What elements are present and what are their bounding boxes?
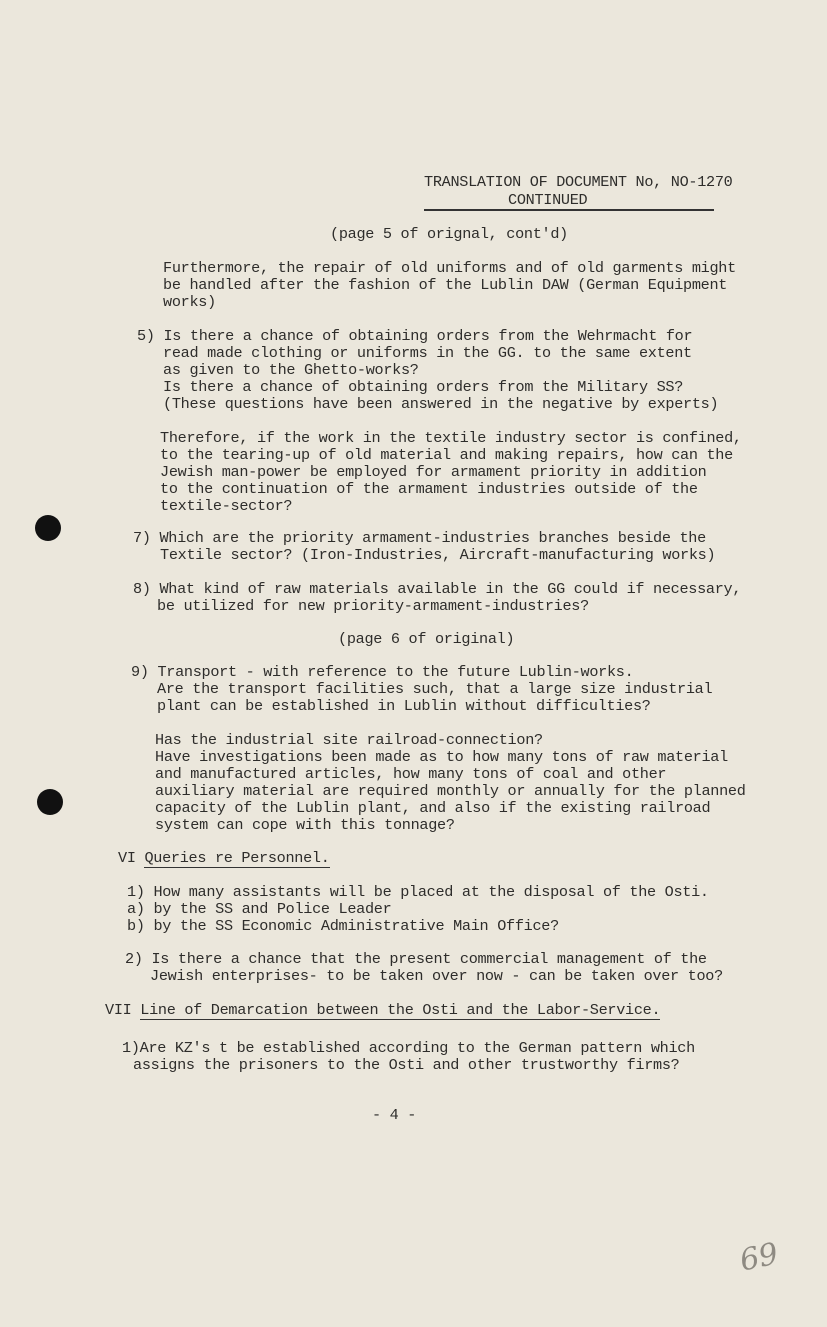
question-5-line: as given to the Ghetto-works? xyxy=(163,361,419,379)
pencil-folio-mark: 69 xyxy=(736,1236,782,1279)
page-note-6: (page 6 of original) xyxy=(338,630,515,648)
section-vi-number: VI xyxy=(118,849,136,867)
document-title: TRANSLATION OF DOCUMENT No, NO-1270 xyxy=(424,173,733,191)
question-5-line: 5) Is there a chance of obtaining orders from the Wehrmacht for xyxy=(137,327,693,345)
section-vii-heading xyxy=(105,1002,660,1019)
section-vii-number: VII xyxy=(105,1001,132,1019)
question-9-line: plant can be established in Lublin without difficulties? xyxy=(157,697,651,715)
section-vi-title: Queries re Personnel. xyxy=(144,849,330,867)
vi-1-line: b) by the SS Economic Administrative Main Office? xyxy=(127,917,559,935)
question-5-line: (These questions have been answered in the negative by experts) xyxy=(163,395,719,413)
page-note-5: (page 5 of orignal, cont'd) xyxy=(330,225,568,243)
question-9b-line: Has the industrial site railroad-connection? xyxy=(155,731,543,749)
question-6-line: to the tearing-up of old material and making repairs, how can the xyxy=(160,446,733,464)
question-5-line: Is there a chance of obtaining orders from the Military SS? xyxy=(163,378,684,396)
question-9-line: Are the transport facilities such, that a large size industrial xyxy=(157,680,713,698)
punch-hole-bottom xyxy=(37,789,63,815)
question-8-line: 8) What kind of raw materials available in the GG could if necessary, xyxy=(133,580,742,598)
vii-1-line: 1)Are KZ's t be established according to the German pattern which xyxy=(122,1039,695,1057)
paragraph-line: works) xyxy=(163,293,216,311)
paragraph-line: be handled after the fashion of the Lublin DAW (German Equipment xyxy=(163,276,728,294)
question-6-line: Therefore, if the work in the textile industry sector is confined, xyxy=(160,429,742,447)
vii-1-line: assigns the prisoners to the Osti and other trustworthy firms? xyxy=(133,1056,680,1074)
vi-2-line: Jewish enterprises- to be taken over now - can be taken over too? xyxy=(150,967,723,985)
question-7-line: Textile sector? (Iron-Industries, Aircraft-manufacturing works) xyxy=(160,546,716,564)
punch-hole-top xyxy=(35,515,61,541)
question-6-line: to the continuation of the armament industries outside of the xyxy=(160,480,698,498)
page-number: - 4 - xyxy=(372,1106,417,1124)
vi-1-line: a) by the SS and Police Leader xyxy=(127,900,392,918)
question-9-line: 9) Transport - with reference to the future Lublin-works. xyxy=(131,663,634,681)
question-8-line: be utilized for new priority-armament-industries? xyxy=(157,597,589,615)
section-vi-heading xyxy=(118,850,330,867)
question-9b-line: and manufactured articles, how many tons of coal and other xyxy=(155,765,667,783)
header-rule xyxy=(424,209,714,211)
vi-2-line: 2) Is there a chance that the present commercial management of the xyxy=(125,950,707,968)
question-9b-line: capacity of the Lublin plant, and also if the existing railroad xyxy=(155,799,711,817)
question-9b-line: system can cope with this tonnage? xyxy=(155,816,455,834)
question-6-line: textile-sector? xyxy=(160,497,293,515)
section-vii-title: Line of Demarcation between the Osti and the Labor-Service. xyxy=(140,1001,661,1019)
vi-1-line: 1) How many assistants will be placed at the disposal of the Osti. xyxy=(127,883,709,901)
question-9b-line: auxiliary material are required monthly or annually for the planned xyxy=(155,782,746,800)
document-subtitle: CONTINUED xyxy=(508,191,588,209)
question-5-line: read made clothing or uniforms in the GG. to the same extent xyxy=(163,344,692,362)
paragraph-line: Furthermore, the repair of old uniforms and of old garments might xyxy=(163,259,736,277)
question-6-line: Jewish man-power be employed for armament priority in addition xyxy=(160,463,707,481)
question-9b-line: Have investigations been made as to how many tons of raw material xyxy=(155,748,728,766)
question-7-line: 7) Which are the priority armament-industries branches beside the xyxy=(133,529,706,547)
